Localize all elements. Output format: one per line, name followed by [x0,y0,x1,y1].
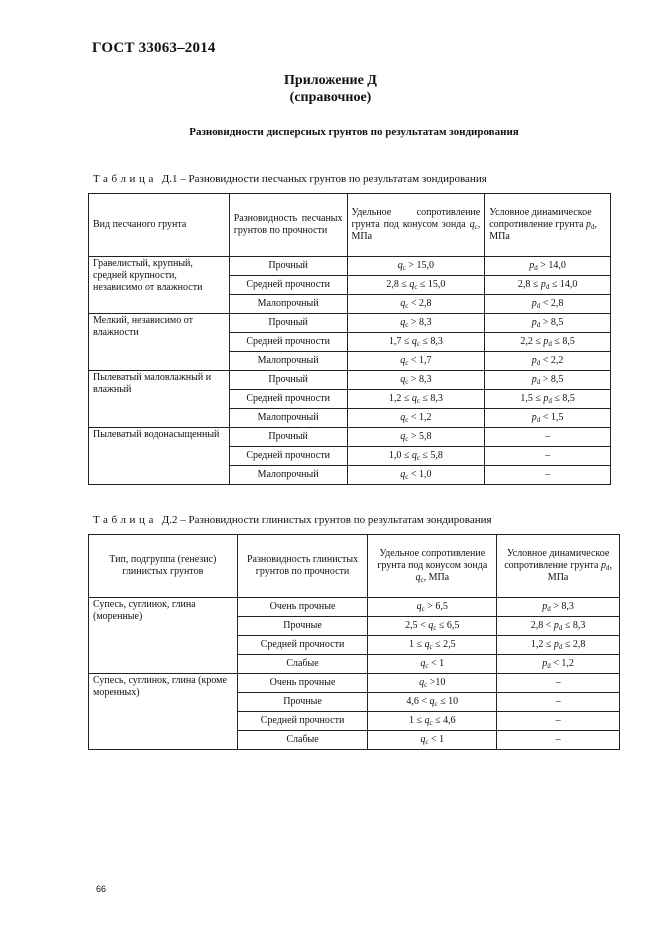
pd-cell-symbol: p [531,298,537,309]
table-row [89,428,611,447]
soil-type-cell [89,314,230,371]
strength-variety-label: Прочный [268,431,308,442]
qc-cell-symbol: q [409,279,415,290]
qc-cell-value: > 8,3 [410,317,432,328]
table1-caption-text: Д.1 – Разновидности песчаных грунтов по результатам зондирования [161,173,487,185]
table-row [89,314,611,333]
table-row [89,257,611,276]
pd-cell [497,617,620,636]
qc-cell-subscript: c [414,283,418,291]
strength-variety-label: Слабые [286,734,319,745]
qc-cell-subscript: c [405,359,409,367]
qc-cell-lower: 1 ≤ [408,715,422,726]
soil-type-cell [89,674,238,750]
soil-type-cell [89,371,230,428]
qc-cell [347,352,485,371]
qc-cell-value: < 1,2 [410,412,432,423]
pd-cell-symbol: p [531,317,537,328]
strength-variety-label: Прочный [268,317,308,328]
pd-cell-upper: ≤ 8,5 [554,393,575,404]
soil-type-name: Мелкий, независимо от влажности [93,315,193,338]
strength-variety-cell [229,295,347,314]
strength-variety-label: Прочные [283,696,322,707]
table2-header-pd-sym: p [600,560,606,571]
pd-cell-upper: ≤ 8,3 [564,620,586,631]
qc-cell-value: > 5,8 [410,431,432,442]
qc-cell-symbol: q [411,450,417,461]
strength-variety-cell [237,617,368,636]
qc-cell [347,390,485,409]
qc-cell-value: < 1 [431,734,445,745]
pd-cell-subscript: d [558,643,563,651]
qc-cell-lower: 1 ≤ [408,639,422,650]
qc-cell-symbol: q [400,431,406,442]
strength-variety-label: Малопрочный [257,469,319,480]
soil-type-name: Супесь, суглинок, глина (моренные) [93,599,196,622]
section-title: Разновидности дисперсных грунтов по результатам зондирования [189,126,519,138]
pd-cell-subscript: d [548,340,552,348]
qc-cell-subscript: c [429,719,433,727]
strength-variety-cell [229,352,347,371]
document-title: ГОСТ 33063–2014 [92,40,216,56]
strength-variety-label: Малопрочный [257,355,319,366]
qc-cell [347,314,485,333]
pd-cell-text: – [545,450,551,461]
table1-header-row [89,194,611,257]
pd-cell [485,466,611,485]
qc-cell-lower: 2,5 < [405,620,426,631]
qc-cell-subscript: c [405,435,409,443]
qc-cell [347,428,485,447]
pd-cell [485,390,611,409]
strength-variety-cell [229,333,347,352]
pd-cell [485,314,611,333]
qc-cell-subscript: c [416,340,420,348]
pd-cell-value: < 1,2 [553,658,574,669]
pd-cell [497,636,620,655]
strength-variety-label: Средней прочности [260,715,345,726]
table2-header-qc-text: Удельное сопротивление грунта под конусом зонда [377,548,488,571]
qc-cell-subscript: c [405,302,409,310]
qc-cell-value: < 2,8 [410,298,432,309]
pd-cell-upper: ≤ 2,8 [564,639,586,650]
pd-cell-lower: 2,8 < [530,620,552,631]
pd-cell-subscript: d [547,662,551,670]
table-row [89,371,611,390]
qc-cell-lower: 4,6 < [406,696,428,707]
pd-cell-lower: 2,2 ≤ [520,336,541,347]
table2-header-qc-sub: c [420,576,424,584]
qc-cell-symbol: q [420,734,426,745]
pd-cell-symbol: p [542,658,548,669]
qc-cell [368,674,497,693]
table2-caption [93,514,492,526]
appendix-title: Приложение Д [284,73,377,88]
pd-cell-value: > 14,0 [540,260,566,271]
strength-variety-cell [237,655,368,674]
pd-cell-symbol: p [531,412,537,423]
qc-cell [368,693,497,712]
strength-variety-cell [237,636,368,655]
qc-cell-subscript: c [425,738,429,746]
strength-variety-cell [229,314,347,333]
strength-variety-label: Прочный [268,260,308,271]
qc-cell [347,276,485,295]
pd-cell [497,712,620,731]
pd-cell-subscript: d [545,283,550,291]
qc-cell-symbol: q [420,658,426,669]
strength-variety-cell [229,447,347,466]
qc-cell [368,617,497,636]
qc-cell-symbol: q [411,393,417,404]
qc-cell-value: > 6,5 [427,601,448,612]
pd-cell [485,257,611,276]
strength-variety-cell [229,390,347,409]
pd-cell [497,731,620,750]
pd-cell-subscript: d [536,359,541,367]
table1-header-pd-text: Условное динамическое сопротивление грунта [489,207,592,230]
pd-cell-lower: 1,5 ≤ [520,393,541,404]
qc-cell-symbol: q [428,620,434,631]
qc-cell-subscript: c [433,624,437,632]
table1-header-pd-unit: МПа [489,231,510,242]
qc-cell-symbol: q [424,639,430,650]
pd-cell-value: > 8,5 [542,374,564,385]
strength-variety-cell [229,409,347,428]
pd-cell-subscript: d [558,624,563,632]
strength-variety-label: Очень прочные [269,677,336,688]
qc-cell [347,447,485,466]
strength-variety-label: Очень прочные [269,601,336,612]
qc-cell [347,333,485,352]
pd-cell-symbol: p [543,336,549,347]
pd-cell [485,409,611,428]
appendix-subtitle: (справочное) [289,90,372,105]
pd-cell-symbol: p [531,355,537,366]
table2-header-pd-text: Условное динамическое сопротивление грунта [504,548,610,571]
pd-cell-upper: ≤ 8,5 [554,336,575,347]
qc-cell-value: > 15,0 [408,260,434,271]
table2-header-soil-type: Тип, подгруппа (генезис) глинистых грунтов [89,535,238,598]
pd-cell [485,276,611,295]
pd-cell-text: – [555,696,561,707]
qc-cell-symbol: q [419,677,425,688]
qc-cell-subscript: c [405,378,409,386]
qc-cell-symbol: q [411,336,417,347]
pd-cell-symbol: p [543,393,549,404]
pd-cell-subscript: d [536,321,541,329]
strength-variety-cell [229,466,347,485]
strength-variety-label: Малопрочный [257,412,319,423]
strength-variety-cell [237,693,368,712]
qc-cell-subscript: c [402,264,406,272]
qc-cell-value: >10 [429,677,446,688]
pd-cell-subscript: d [534,264,538,272]
strength-variety-cell [237,674,368,693]
pd-cell-lower: 2,8 ≤ [517,279,539,290]
pd-cell-lower: 1,2 ≤ [530,639,552,650]
table2-header-qc: Удельное сопротивление грунта под конусом зонда $q_c$, МПа [368,535,497,598]
pd-cell-text: – [555,715,561,726]
pd-cell [485,352,611,371]
pd-cell [485,295,611,314]
table2-caption-text: Д.2 – Разновидности глинистых грунтов по результатам зондирования [161,514,492,526]
strength-variety-label: Прочный [268,374,308,385]
table-sand-soils [88,193,611,485]
qc-cell-upper: ≤ 15,0 [419,279,446,290]
table1-caption [93,173,487,185]
table2-header-qc-unit: МПа [428,572,450,583]
table2-header-pd-sub: d [605,564,610,572]
qc-cell [368,655,497,674]
qc-cell-symbol: q [400,469,406,480]
pd-cell-value: > 8,3 [553,601,574,612]
table-clay-soils [88,534,620,750]
qc-cell-subscript: c [416,454,420,462]
appendix-heading [0,72,661,106]
strength-variety-cell [237,712,368,731]
pd-cell-subscript: d [547,605,551,613]
pd-cell [485,428,611,447]
table1-header-pd-sym: p [586,219,592,230]
pd-cell-value: < 2,2 [542,355,564,366]
pd-cell [497,598,620,617]
qc-cell-symbol: q [400,317,406,328]
qc-cell [347,295,485,314]
table2-header-qc-sym: q [415,572,421,583]
strength-variety-cell [229,371,347,390]
table1-caption-label: Таблица [93,173,157,185]
pd-cell-text: – [555,734,561,745]
table1-header-qc: Удельное сопротивление грунта под конусом зонда $q_c$, МПа [347,194,485,257]
qc-cell-subscript: c [424,681,428,689]
qc-cell [368,731,497,750]
strength-variety-cell [237,731,368,750]
table1-header-qc-sub: c [474,223,478,231]
pd-cell-subscript: d [536,416,541,424]
qc-cell-upper: ≤ 8,3 [422,393,443,404]
qc-cell-value: > 8,3 [410,374,432,385]
qc-cell-symbol: q [400,355,406,366]
qc-cell-upper: ≤ 10 [440,696,459,707]
qc-cell-upper: ≤ 4,6 [435,715,456,726]
qc-cell-symbol: q [400,298,406,309]
qc-cell-symbol: q [400,374,406,385]
qc-cell-value: < 1,0 [410,469,432,480]
qc-cell [347,257,485,276]
strength-variety-cell [229,276,347,295]
qc-cell-upper: ≤ 2,5 [435,639,456,650]
qc-cell-lower: 1,2 ≤ [388,393,410,404]
table1-header-soil-type: Вид песчаного грунта [89,194,230,257]
table-row [89,674,620,693]
pd-cell [497,674,620,693]
qc-cell-symbol: q [400,412,406,423]
table2-header-pd: Условное динамическое сопротивление грунта $p_d$, МПа [497,535,620,598]
qc-cell-lower: 1,7 ≤ [388,336,410,347]
pd-cell [497,693,620,712]
table1-header-qc-sym: q [469,219,475,230]
qc-cell-upper: ≤ 8,3 [422,336,443,347]
qc-cell-upper: ≤ 6,5 [438,620,460,631]
qc-cell [347,371,485,390]
soil-type-name: Супесь, суглинок, глина (кроме моренных) [93,675,227,698]
soil-type-cell [89,428,230,485]
strength-variety-label: Малопрочный [257,298,319,309]
pd-cell-value: > 8,5 [542,317,564,328]
pd-cell-value: < 1,5 [542,412,564,423]
soil-type-cell [89,598,238,674]
qc-cell-value: < 1,7 [410,355,432,366]
table1-header-qc-unit: МПа [351,231,373,242]
table2-header-variety: Разновидность глинистых грунтов по прочности [237,535,368,598]
qc-cell-symbol: q [424,715,430,726]
pd-cell-subscript: d [536,302,541,310]
qc-cell [368,712,497,731]
pd-cell-text: – [545,469,551,480]
pd-cell-symbol: p [553,639,559,650]
table1-header-qc-text: Удельное сопротивление грунта под конусом зонда [351,207,481,230]
soil-type-name: Пылеватый маловлажный и влажный [93,372,212,395]
strength-variety-cell [229,428,347,447]
table2-caption-label: Таблица [93,514,157,526]
qc-cell-subscript: c [405,321,409,329]
pd-cell-symbol: p [553,620,559,631]
qc-cell-subscript: c [416,397,420,405]
pd-cell-text: – [545,431,551,442]
strength-variety-label: Средней прочности [246,336,330,347]
pd-cell [485,447,611,466]
strength-variety-cell [229,257,347,276]
pd-cell-upper: ≤ 14,0 [551,279,578,290]
pd-cell-value: < 2,8 [542,298,564,309]
strength-variety-label: Слабые [286,658,319,669]
pd-cell-text: – [555,677,561,688]
qc-cell-subscript: c [405,416,409,424]
pd-cell-symbol: p [529,260,535,271]
pd-cell-symbol: p [531,374,537,385]
qc-cell [368,636,497,655]
table1-header-pd: Условное динамическое сопротивление грунта $p_d$, МПа [485,194,611,257]
table1-header-variety: Разновидность песчаных грунтов по прочности [229,194,347,257]
soil-type-name: Пылеватый водонасыщенный [93,429,220,440]
qc-cell-lower: 1,0 ≤ [388,450,410,461]
pd-cell [485,333,611,352]
pd-cell [485,371,611,390]
qc-cell-subscript: c [425,662,429,670]
table2-header-row [89,535,620,598]
strength-variety-label: Средней прочности [246,450,330,461]
qc-cell-subscript: c [429,643,433,651]
soil-type-cell [89,257,230,314]
qc-cell [347,466,485,485]
qc-cell [368,598,497,617]
qc-cell-subscript: c [405,473,409,481]
strength-variety-label: Прочные [283,620,322,631]
qc-cell-value: < 1 [431,658,445,669]
qc-cell-upper: ≤ 5,8 [422,450,443,461]
pd-cell-symbol: p [542,601,548,612]
table2-header-pd-unit: МПа [547,572,569,583]
page-number: 66 [96,884,107,894]
qc-cell [347,409,485,428]
qc-cell-lower: 2,8 ≤ [386,279,407,290]
pd-cell-subscript: d [548,397,552,405]
strength-variety-cell [237,598,368,617]
qc-cell-symbol: q [429,696,435,707]
strength-variety-label: Средней прочности [246,393,330,404]
qc-cell-subscript: c [421,605,425,613]
pd-cell-symbol: p [540,279,546,290]
strength-variety-label: Средней прочности [260,639,345,650]
soil-type-name: Гравелистый, крупный, средней крупности, независимо от влажности [93,258,203,293]
strength-variety-label: Средней прочности [246,279,330,290]
table-row [89,598,620,617]
qc-cell-subscript: c [434,700,438,708]
qc-cell-symbol: q [397,260,403,271]
pd-cell-subscript: d [536,378,541,386]
table1-header-pd-sub: d [591,223,595,231]
pd-cell [497,655,620,674]
qc-cell-symbol: q [416,601,422,612]
